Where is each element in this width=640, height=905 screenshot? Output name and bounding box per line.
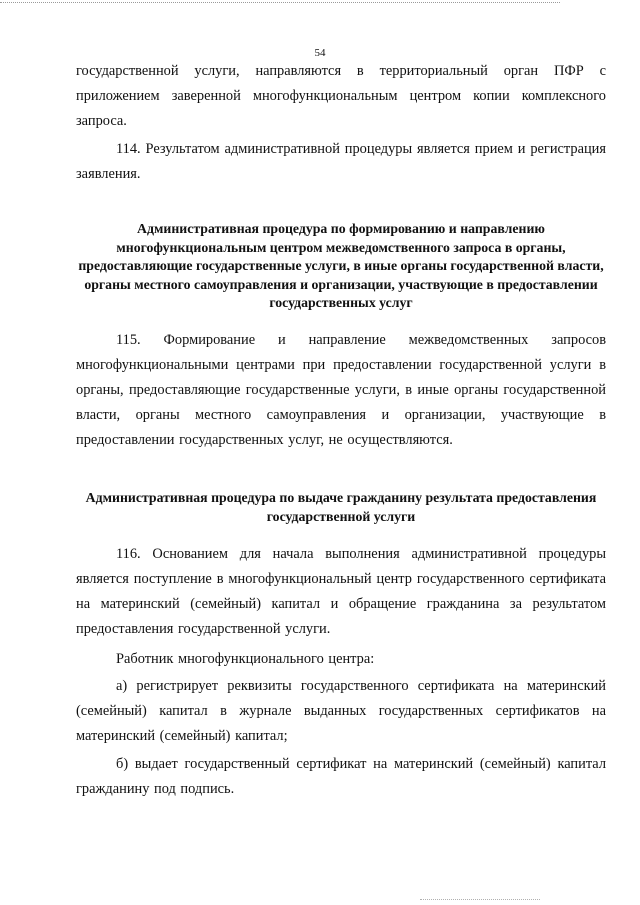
paragraph-continuation: государственной услуги, направляются в территориальный орган ПФР с приложением заверенной многофункциональным центром копии комплексного запроса. [76,63,606,129]
section-heading-interagency-request: Административная процедура по формированию и направлению многофункциональным центром межведомственного запроса в органы, предоставляющие государственные услуги, в иные органы государственной власти, органы местного самоуправления и организации, участвующие в предоставлении государственных услуг [78,221,604,310]
list-item-a: а) регистрирует реквизиты государственного сертификата на материнский (семейный) капитал в журнале выданных государственных сертификатов на материнский (семейный) капитал; [76,678,606,744]
paragraph-115: 115. Формирование и направление межведомственных запросов многофункциональными центрами при предоставлении государственной услуги в органы, предоставляющие государственные услуги, в иные органы государственной власти, органы местного самоуправления и организации, участвующие в предоставлении государственных услуг, не осуществляются. [76,332,606,448]
paragraph-worker: Работник многофункционального центра: [116,651,375,667]
page-number: 54 [314,47,326,59]
scan-edge-line-bottom [420,899,540,900]
list-item-b: б) выдает государственный сертификат на материнский (семейный) капитал гражданину под подпись. [76,756,606,797]
paragraph-114: 114. Результатом административной процедуры является прием и регистрация заявления. [76,141,606,182]
section-heading-result-issuance: Административная процедура по выдаче гражданину результата предоставления государственной услуги [85,490,597,524]
paragraph-116: 116. Основанием для начала выполнения административной процедуры является поступление в многофункциональный центр государственного сертификата на материнский (семейный) капитал и обращение гражданина за результатом предоставления государственной услуги. [76,546,606,637]
scan-edge-line [0,2,560,3]
